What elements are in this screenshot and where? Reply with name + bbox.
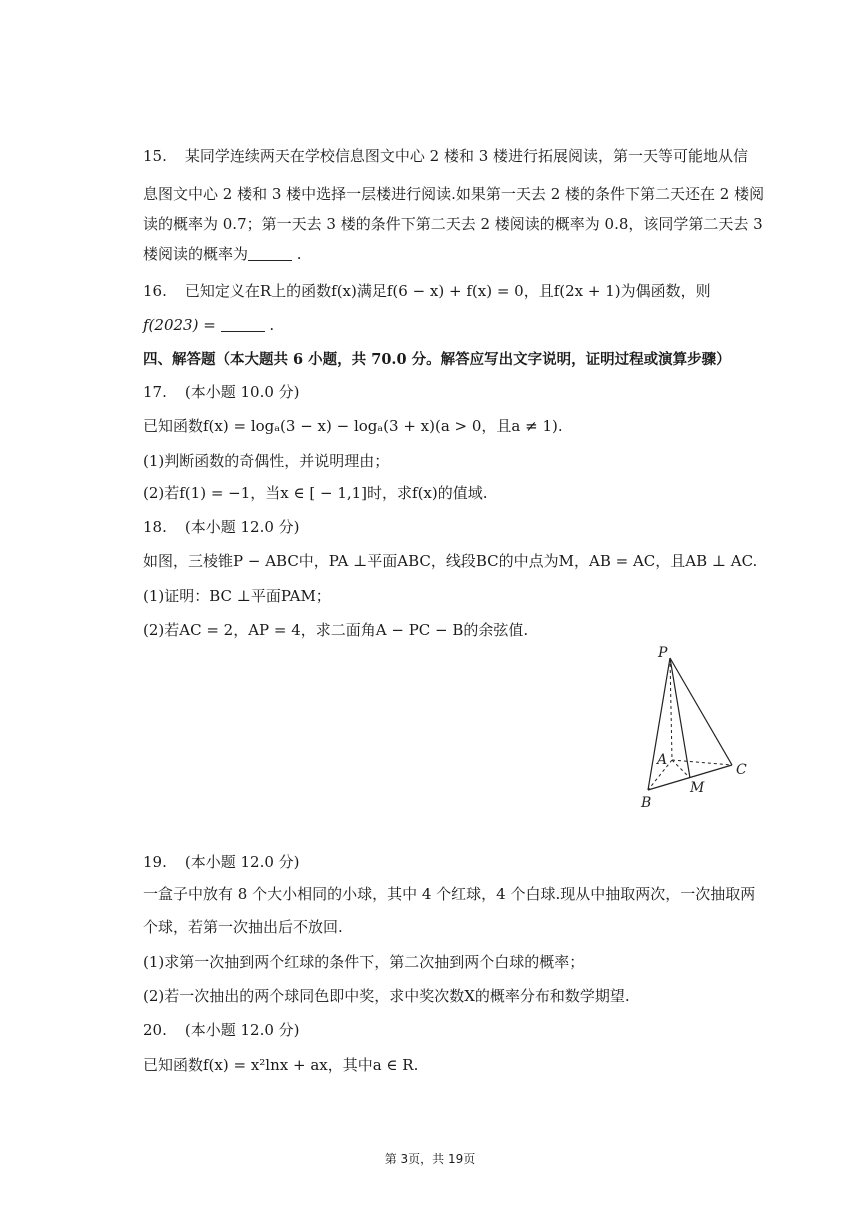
q19-score: (本小题 12.0 分): [184, 853, 300, 871]
q19-number: 19.: [143, 853, 167, 871]
label-C: C: [736, 762, 747, 778]
q19-part1: (1)求第一次抽到两个红球的条件下，第二次抽到两个白球的概率；: [143, 953, 585, 971]
label-P: P: [658, 645, 668, 661]
q17-header: [143, 382, 300, 402]
q18-header: [143, 517, 300, 537]
q15-text-4: 楼阅读的概率为: [143, 245, 249, 263]
q19-part2: (2)若一次抽出的两个球同色即中奖，求中奖次数X的概率分布和数学期望.: [143, 987, 630, 1005]
q15-line2: 息图文中心 2 楼和 3 楼中选择一层楼进行阅读.如果第一天去 2 楼的条件下第二天还在 2 楼阅: [143, 185, 765, 203]
q17-score: (本小题 10.0 分): [184, 383, 300, 401]
q18-part2: (2)若AC = 2，AP = 4，求二面角A − PC − B的余弦值.: [143, 621, 529, 639]
q15-number: 15.: [143, 147, 167, 165]
q17-part1: (1)判断函数的奇偶性，并说明理由；: [143, 452, 390, 470]
q15-answer-blank[interactable]: [248, 246, 292, 261]
q17-part2: (2)若f(1) = −1，当x ∈ [ − 1,1]时，求f(x)的值域.: [143, 484, 488, 502]
q20-stem: 已知函数f(x) = x²lnx + ax，其中a ∈ R.: [143, 1056, 419, 1074]
q18-number: 18.: [143, 518, 167, 536]
q19-header: [143, 852, 300, 872]
q18-part1: (1)证明：BC ⊥平面PAM；: [143, 587, 331, 605]
q15-line4: [143, 244, 302, 264]
q16-answer-blank[interactable]: [221, 317, 265, 332]
q16-period: .: [264, 316, 275, 334]
q19-line1: 一盒子中放有 8 个大小相同的小球，其中 4 个红球，4 个白球.现从中抽取两次，一次抽取两: [143, 885, 756, 903]
page-footer: 第 3页，共 19页: [384, 1152, 476, 1166]
q16-line2: [143, 315, 274, 335]
section-heading: 四、解答题（本大题共 6 小题，共 70.0 分。解答应写出文字说明，证明过程或演算步骤）: [143, 351, 731, 368]
edge-PB: [648, 658, 670, 790]
pyramid-figure: [632, 640, 762, 815]
label-B: B: [641, 795, 652, 811]
q16-text-2: f(2023) =: [143, 316, 221, 334]
edge-PA: [670, 658, 672, 760]
q20-number: 20.: [143, 1021, 167, 1039]
q15-line1: [143, 146, 748, 166]
q17-number: 17.: [143, 383, 167, 401]
q18-score: (本小题 12.0 分): [184, 518, 300, 536]
q20-score: (本小题 12.0 分): [184, 1021, 300, 1039]
q15-text-1: 某同学连续两天在学校信息图文中心 2 楼和 3 楼进行拓展阅读，第一天等可能地从信: [184, 147, 749, 165]
q19-line2: 个球，若第一次抽出后不放回.: [143, 918, 343, 936]
q16-text-1: 已知定义在R上的函数f(x)满足f(6 − x) + f(x) = 0，且f(2x + 1)为偶函数，则: [184, 282, 711, 300]
q20-header: [143, 1020, 300, 1040]
q18-stem: 如图，三棱锥P − ABC中，PA ⊥平面ABC，线段BC的中点为M，AB = AC，且AB ⊥ AC.: [143, 552, 758, 570]
label-M: M: [690, 780, 705, 796]
q15-line3: 读的概率为 0.7；第一天去 3 楼的条件下第二天去 2 楼阅读的概率为 0.8，该同学第二天去 3: [143, 215, 763, 233]
q17-stem: 已知函数f(x) = logₐ(3 − x) − logₐ(3 + x)(a > 0，且a ≠ 1).: [143, 417, 563, 435]
label-A: A: [657, 752, 668, 768]
edge-AC: [672, 760, 732, 765]
q15-period: .: [292, 245, 302, 263]
q16-line1: [143, 281, 711, 301]
q16-number: 16.: [143, 282, 167, 300]
